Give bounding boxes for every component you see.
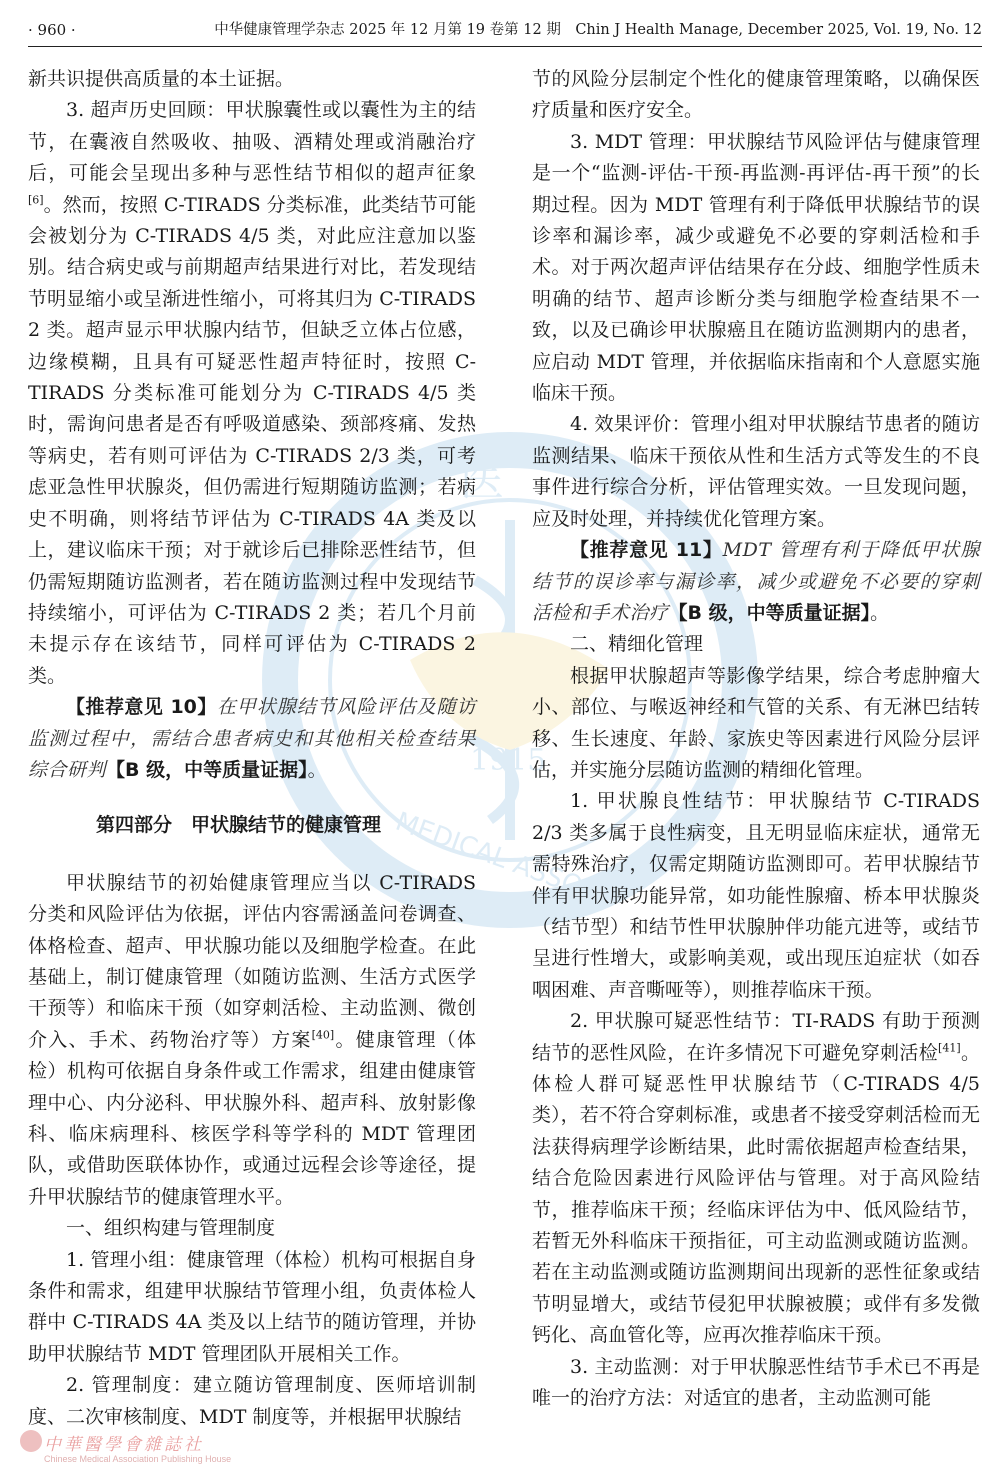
- watermark-arc-text: MEDICAL ASSOC: [391, 806, 604, 909]
- citation-ref: [41]: [938, 1041, 961, 1055]
- citation-ref: [40]: [311, 1028, 335, 1042]
- citation-ref: [6]: [28, 193, 44, 207]
- evidence-grade: 【B 级，中等质量证据】: [668, 601, 871, 624]
- paragraph-active-surveillance: 3. 主动监测：对于甲状腺恶性结节手术已不再是唯一的治疗方法：对适宜的患者，主动监测可能: [532, 1355, 980, 1410]
- recommendation-label: 【推荐意见 10】: [66, 696, 217, 719]
- watermark-top-text: 医: [460, 455, 504, 506]
- journal-citation: 中华健康管理学杂志 2025 年 12 月第 19 卷第 12 期 Chin J Health Manage, December 2025, Vol. 19, No. 12: [214, 22, 982, 38]
- right-column: [532, 64, 980, 1414]
- evidence-grade: 【B 级，中等质量证据】: [106, 758, 308, 781]
- publisher-name-cn: 中華醫學會雜誌社: [44, 1435, 204, 1455]
- subheading-organization: 一、组织构建与管理制度: [66, 1217, 276, 1240]
- paragraph: 新共识提供高质量的本土证据。: [28, 68, 295, 90]
- publisher-logo: [20, 1426, 380, 1472]
- paragraph-mdt: 3. MDT 管理：甲状腺结节风险评估与健康管理是一个“监测-评估-干预-再监测-再评估-再干预”的长期过程。因为 MDT 管理有利于降低甲状腺结节的误诊率和漏诊率，减少或避免不必要的穿刺活检和手术。对于两次超声评估结果存在分歧、细胞学性质未明确的结节、超声诊断分类与细胞学检查结果不一致，以及已确诊甲状腺癌且在随访监测期内的患者，应启动 MDT 管理，并依据临床指南和个人意愿实施临床干预。: [532, 130, 980, 405]
- paragraph-suspicious-nodules: 2. 甲状腺可疑恶性结节：TI-RADS 有助于预测结节的恶性风险，在许多情况下可避免穿刺活检[41]。体检人群可疑恶性甲状腺结节（C-TIRADS 4/5 类），若不符合穿刺标准，或患者不接受穿刺活检而无法获得病理学诊断结果，此时需依据超声检查结果，结合危险因素进行风险评估与管理。对于高风险结节，推荐临床干预；经临床评估为中、低风险结节，若暂无外科临床干预指征，可主动监测或随访监测。若在主动监测或随访监测期间出现新的恶性征象或结节明显增大，或结节侵犯甲状腺被膜；或伴有多发微钙化、高血管化等，应再次推荐临床干预。: [532, 1010, 980, 1347]
- publisher-name-en: Chinese Medical Association Publishing House: [44, 1454, 232, 1464]
- paragraph-risk-stratification: 根据甲状腺超声等影像学结果，综合考虑肿瘤大小、部位、与喉返神经和气管的关系、有无淋巴结转移、生长速度、年龄、家族史等因素进行风险分层评估，并实施分层随访监测的精细化管理。: [532, 664, 980, 781]
- recommendation-10: 【推荐意见 10】在甲状腺结节风险评估及随访监测过程中，需结合患者病史和其他相关检查结果综合研判【B 级，中等质量证据】。: [28, 696, 476, 781]
- paragraph-benign-nodules: 1. 甲状腺良性结节：甲状腺结节 C-TIRADS 2/3 类多属于良性病变，且无明显临床症状，通常无需特殊治疗，仅需定期随访监测即可。若甲状腺结节伴有甲状腺功能异常，如功能性腺瘤、桥本甲状腺炎（结节型）和结节性甲状腺肿伴功能亢进等，或结节呈进行性增大，或影响美观，或出现压迫症状（如吞咽困难、声音嘶哑等），则推荐临床干预。: [532, 790, 980, 1001]
- paragraph-management-system: 2. 管理制度：建立随访管理制度、医师培训制度、二次审核制度、MDT 制度等，并根据甲状腺结: [28, 1374, 476, 1428]
- recommendation-label: 【推荐意见 11】: [570, 539, 723, 562]
- paragraph-management-team: 1. 管理小组：健康管理（体检）机构可根据自身条件和需求，组建甲状腺结节管理小组，负责体检人群中 C-TIRADS 4A 类及以上结节的随访管理，并协助甲状腺结节 MDT 管理团队开展相关工作。: [28, 1248, 476, 1365]
- left-column: [28, 64, 476, 1433]
- watermark-year: 1915: [470, 743, 547, 778]
- publisher-emblem-icon: [20, 1430, 42, 1452]
- recommendation-11: 【推荐意见 11】MDT 管理有利于降低甲状腺结节的误诊率与漏诊率，减少或避免不必要的穿刺活检和手术治疗【B 级，中等质量证据】。: [532, 539, 980, 624]
- page-number: · 960 ·: [28, 21, 76, 39]
- subheading-refined-management: 二、精细化管理: [570, 633, 704, 656]
- paragraph-ultrasound-history: 3. 超声历史回顾：甲状腺囊性或以囊性为主的结节，在囊液自然吸收、抽吸、酒精处理或消融治疗后，可能会呈现出多种与恶性结节相似的超声征象[6]。然而，按照 C-TIRADS 分类标准，此类结节可能会被划分为 C-TIRADS 4/5 类，对此应注意加以鉴别。结合病史或与前期超声结果进行对比，若发现结节明显缩小或呈渐进性缩小，可将其归为 C-TIRADS 2 类。超声显示甲状腺内结节，但缺乏立体占位感，边缘模糊，且具有可疑恶性超声特征时，按照 C-TIRADS 分类标准可能划分为 C-TIRADS 4/5 类时，需询问患者是否有呼吸道感染、颈部疼痛、发热等病史，若有则可评估为 C-TIRADS 2/3 类，可考虑亚急性甲状腺炎，但仍需进行短期随访监测；若病史不明确，则将结节评估为 C-TIRADS 4A 类及以上，建议临床干预；对于就诊后已排除恶性结节，但仍需短期随访监测者，若在随访监测过程中发现结节持续缩小，可评估为 C-TIRADS 2 类；若几个月前未提示存在该结节，同样可评估为 C-TIRADS 2 类。: [28, 99, 476, 687]
- paragraph-initial-management: 甲状腺结节的初始健康管理应当以 C-TIRADS 分类和风险评估为依据，评估内容需涵盖问卷调查、体格检查、超声、甲状腺功能以及细胞学检查。在此基础上，制订健康管理（如随访监测、生活方式医学干预等）和临床干预（如穿刺活检、主动监测、微创介入、手术、药物治疗等）方案[40]。健康管理（体检）机构可依据自身条件或工作需求，组建由健康管理中心、内分泌科、甲状腺外科、超声科、放射影像科、临床病理科、核医学科等学科的 MDT 管理团队，或借助医联体协作，或通过远程会诊等途径，提升甲状腺结节的健康管理水平。: [28, 871, 476, 1208]
- running-header: [28, 18, 982, 47]
- section-title: 第四部分 甲状腺结节的健康管理: [96, 814, 382, 837]
- paragraph: 节的风险分层制定个性化的健康管理策略，以确保医疗质量和医疗安全。: [532, 68, 980, 122]
- paragraph-evaluation: 4. 效果评价：管理小组对甲状腺结节患者的随访监测结果、临床干预依从性和生活方式等发生的不良事件进行综合分析，评估管理实效。一旦发现问题，应及时处理，并持续优化管理方案。: [532, 413, 980, 530]
